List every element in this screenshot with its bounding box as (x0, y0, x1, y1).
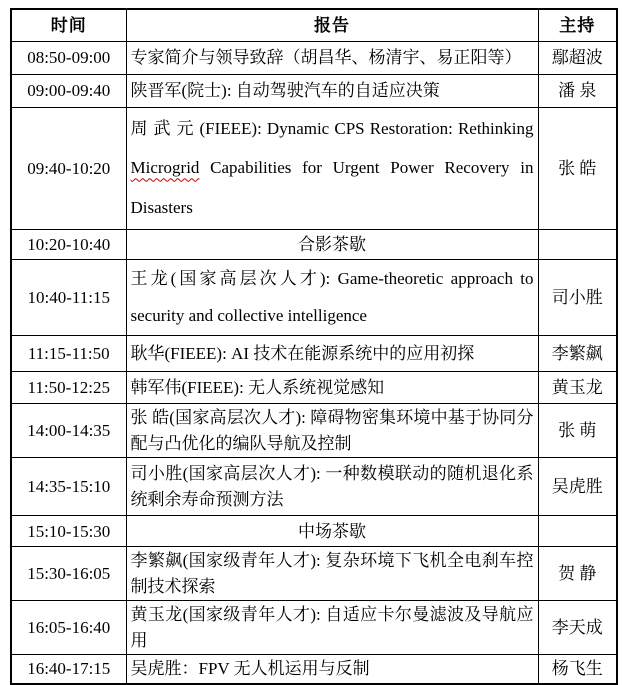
host-cell (538, 230, 617, 260)
report-cell: 耿华(FIEEE): AI 技术在能源系统中的应用初探 (126, 336, 538, 372)
host-cell: 张 萌 (538, 404, 617, 458)
header-report: 报告 (126, 9, 538, 41)
table-row (11, 547, 617, 601)
time-cell: 11:15-11:50 (11, 336, 126, 372)
report-cell: 李繁飙(国家级青年人才): 复杂环境下飞机全电刹车控制技术探索 (126, 547, 538, 601)
time-cell: 15:10-15:30 (11, 516, 126, 547)
time-cell: 09:40-10:20 (11, 107, 126, 230)
time-cell: 14:35-15:10 (11, 458, 126, 516)
report-cell: 合影茶歇 (126, 230, 538, 260)
host-cell: 吴虎胜 (538, 458, 617, 516)
host-cell: 李天成 (538, 601, 617, 655)
header-row (11, 9, 617, 41)
time-cell: 11:50-12:25 (11, 372, 126, 404)
host-cell: 潘 泉 (538, 74, 617, 107)
document-page (10, 8, 618, 685)
host-cell: 李繁飙 (538, 336, 617, 372)
time-cell: 16:40-17:15 (11, 655, 126, 684)
table-row (11, 516, 617, 547)
table-row (11, 404, 617, 458)
host-cell (538, 516, 617, 547)
table-row (11, 74, 617, 107)
time-cell: 08:50-09:00 (11, 41, 126, 74)
report-text-pre: 周 武 元 (FIEEE): Dynamic CPS Restoration: Rethinking (130, 118, 534, 138)
host-cell: 张 皓 (538, 107, 617, 230)
host-cell: 司小胜 (538, 260, 617, 336)
header-host: 主持 (538, 9, 617, 41)
schedule-table (10, 8, 618, 685)
time-cell: 09:00-09:40 (11, 74, 126, 107)
report-text-post: Capabilities for Urgent Power Recovery in Disasters (130, 158, 534, 218)
report-cell: 司小胜(国家高层次人才): 一种数模联动的随机退化系统剩余寿命预测方法 (126, 458, 538, 516)
table-row (11, 107, 617, 230)
time-cell: 10:40-11:15 (11, 260, 126, 336)
table-row (11, 601, 617, 655)
report-cell: 专家简介与领导致辞（胡昌华、杨清宇、易正阳等） (126, 41, 538, 74)
host-cell: 杨飞生 (538, 655, 617, 684)
misspelled-word: Microgrid (130, 158, 200, 178)
time-cell: 16:05-16:40 (11, 601, 126, 655)
report-cell (126, 107, 538, 230)
table-row (11, 260, 617, 336)
report-cell: 黄玉龙(国家级青年人才): 自适应卡尔曼滤波及导航应用 (126, 601, 538, 655)
host-cell: 黄玉龙 (538, 372, 617, 404)
time-cell: 14:00-14:35 (11, 404, 126, 458)
host-cell: 贺 静 (538, 547, 617, 601)
host-cell: 鄢超波 (538, 41, 617, 74)
report-cell: 中场茶歇 (126, 516, 538, 547)
report-cell: 韩军伟(FIEEE): 无人系统视觉感知 (126, 372, 538, 404)
table-row (11, 336, 617, 372)
table-row (11, 372, 617, 404)
report-cell: 陕晋军(院士): 自动驾驶汽车的自适应决策 (126, 74, 538, 107)
time-cell: 15:30-16:05 (11, 547, 126, 601)
report-cell: 吴虎胜：FPV 无人机运用与反制 (126, 655, 538, 684)
table-row (11, 458, 617, 516)
report-cell: 张 皓(国家高层次人才): 障碍物密集环境中基于协同分配与凸优化的编队导航及控制 (126, 404, 538, 458)
table-row (11, 230, 617, 260)
header-time: 时间 (11, 9, 126, 41)
time-cell: 10:20-10:40 (11, 230, 126, 260)
table-row (11, 41, 617, 74)
report-cell: 王龙(国家高层次人才): Game-theoretic approach to security and collective intelligence (126, 260, 538, 336)
table-row (11, 655, 617, 684)
